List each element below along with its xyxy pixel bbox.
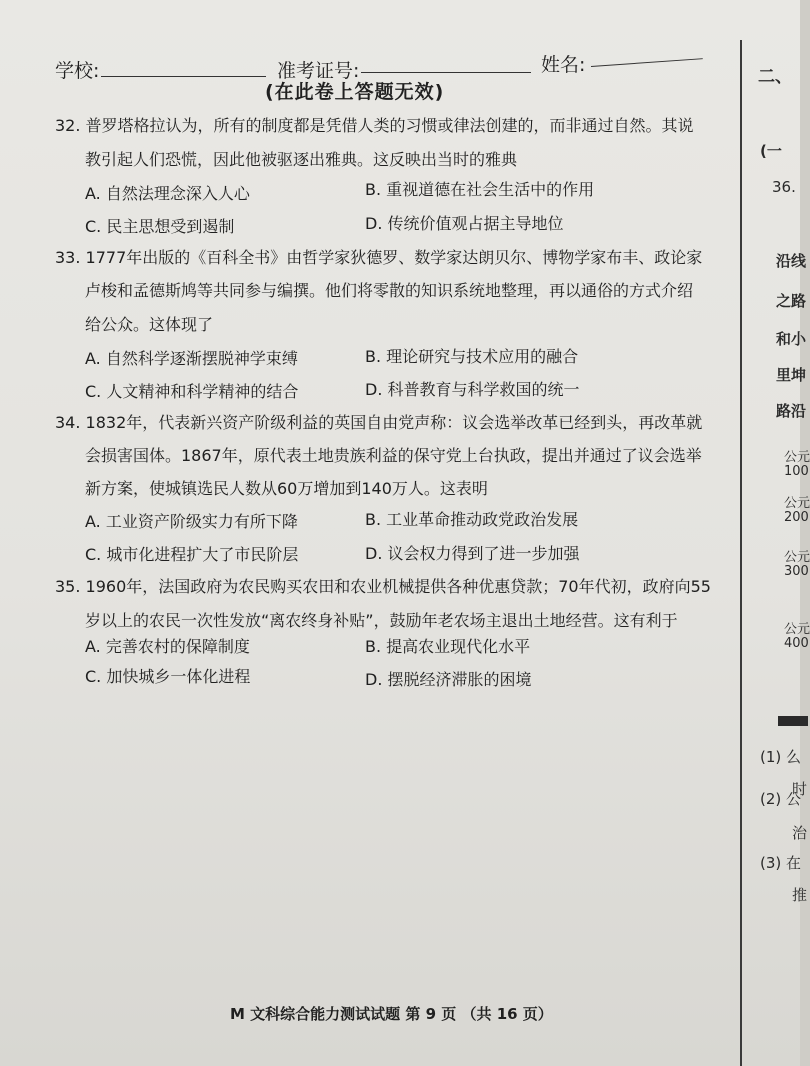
option-b: B. 工业革命推动政党政治发展	[365, 510, 579, 529]
option-c: C. 民主思想受到遏制	[85, 217, 235, 236]
timeline-label: 公元	[784, 496, 810, 511]
question-number: 36.	[772, 178, 796, 196]
option-a: A. 自然法理念深入人心	[85, 184, 250, 203]
question-line: 33. 1777年出版的《百科全书》由哲学家狄德罗、数学家达朗贝尔、博物学家布丰、政论家	[55, 248, 703, 267]
subsection-heading: (一	[760, 142, 782, 160]
text-fragment: 时	[792, 780, 808, 798]
option-d: D. 科普教育与科学救国的统一	[365, 380, 580, 399]
option-a: A. 工业资产阶级实力有所下降	[85, 512, 298, 531]
option-d: D. 摆脱经济滞胀的困境	[365, 670, 532, 689]
table-header-bar	[778, 716, 808, 726]
exam-notice: (在此卷上答题无效)	[265, 81, 445, 103]
text-fragment: 和小	[776, 330, 807, 348]
question-line: 35. 1960年，法国政府为农民购买农田和农业机械提供各种优惠贷款；70年代初，政府向55	[55, 577, 711, 596]
timeline-year: 300	[784, 564, 809, 579]
option-a: A. 自然科学逐渐摆脱神学束缚	[85, 349, 298, 368]
timeline-year: 200	[784, 510, 809, 525]
option-b: B. 重视道德在社会生活中的作用	[365, 180, 595, 199]
section-heading: 二、	[758, 67, 792, 87]
option-b: B. 理论研究与技术应用的融合	[365, 347, 579, 366]
option-a: A. 完善农村的保障制度	[85, 637, 250, 656]
text-fragment: 里坤	[776, 366, 807, 384]
timeline-label: 公元	[784, 622, 810, 637]
exam-no-label: 准考证号:	[277, 60, 360, 82]
text-fragment: 路沿	[776, 402, 807, 420]
timeline-year: 100	[784, 464, 809, 479]
question-line: 34. 1832年，代表新兴资产阶级利益的英国自由党声称：议会选举改革已经到头，再改革就	[55, 413, 703, 432]
subquestion-3: (3) 在	[760, 854, 802, 872]
option-c: C. 城市化进程扩大了市民阶层	[85, 545, 299, 564]
column-divider	[740, 40, 742, 1066]
name-label: 姓名:	[541, 54, 586, 76]
option-c: C. 加快城乡一体化进程	[85, 667, 251, 686]
timeline-label: 公元	[784, 550, 810, 565]
timeline-year: 400	[784, 636, 809, 651]
subquestion-2: (2) 公	[760, 790, 802, 808]
question-line: 给公众。这体现了	[85, 315, 214, 334]
question-line: 32. 普罗塔格拉认为，所有的制度都是凭借人类的习惯或律法创建的，而非通过自然。其说	[55, 116, 694, 135]
right-column-fragment	[752, 0, 810, 1066]
school-blank	[101, 76, 266, 77]
question-line: 卢梭和孟德斯鸠等共同参与编撰。他们将零散的知识系统地整理，再以通俗的方式介绍	[85, 281, 694, 300]
question-line: 教引起人们恐慌，因此他被驱逐出雅典。这反映出当时的雅典	[85, 150, 518, 169]
name-blank	[591, 58, 703, 67]
text-fragment: 推	[792, 886, 808, 904]
text-fragment: 之路	[776, 292, 807, 310]
option-d: D. 议会权力得到了进一步加强	[365, 544, 580, 563]
school-label: 学校:	[55, 60, 100, 82]
page-footer: M 文科综合能力测试试题 第 9 页 （共 16 页）	[230, 1005, 553, 1023]
timeline-label: 公元	[784, 450, 810, 465]
option-c: C. 人文精神和科学精神的结合	[85, 382, 299, 401]
text-fragment: 治	[792, 824, 808, 842]
text-fragment: 沿线	[776, 252, 807, 270]
question-line: 新方案，使城镇选民人数从60万增加到140万人。这表明	[85, 479, 488, 498]
question-line: 会损害国体。1867年，原代表土地贵族利益的保守党上台执政，提出并通过了议会选举	[85, 446, 702, 465]
subquestion-1: (1) 么	[760, 748, 802, 766]
option-b: B. 提高农业现代化水平	[365, 637, 531, 656]
option-d: D. 传统价值观占据主导地位	[365, 214, 564, 233]
exam-no-blank	[361, 72, 531, 73]
question-line: 岁以上的农民一次性发放“离农终身补贴”，鼓励年老农场主退出土地经营。这有利于	[85, 611, 678, 630]
